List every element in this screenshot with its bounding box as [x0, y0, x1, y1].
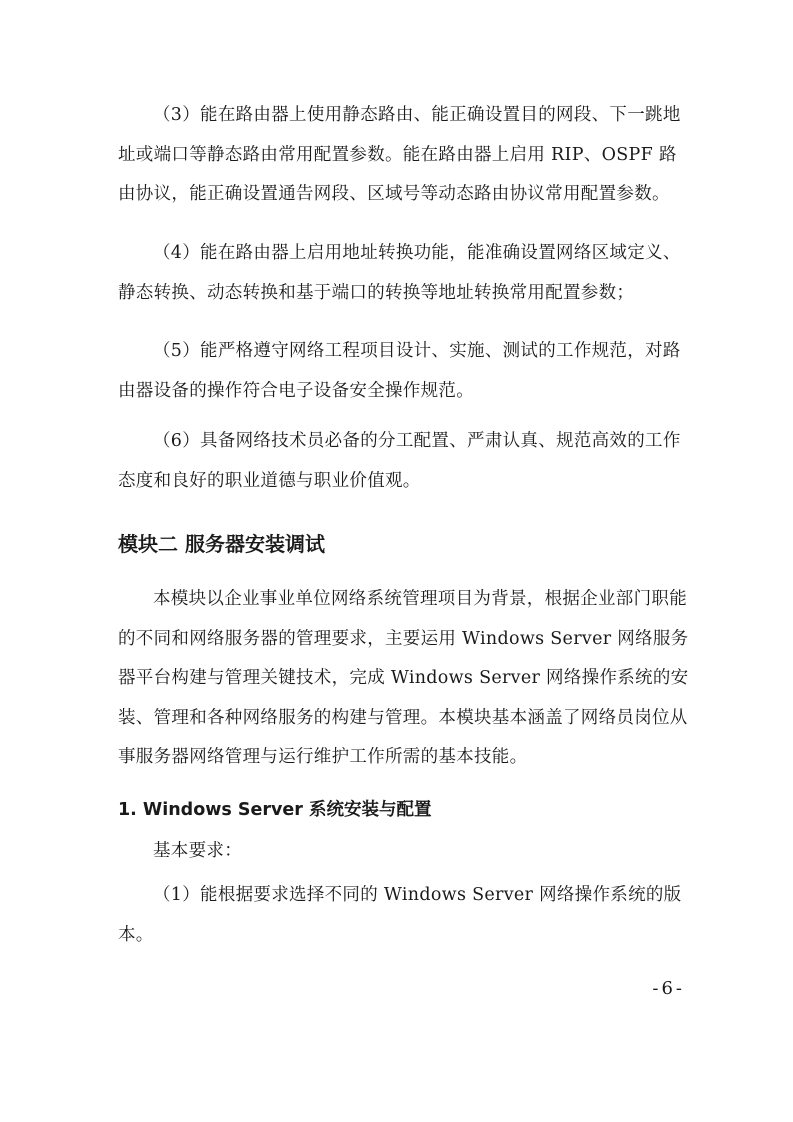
paragraph-req-6: （6）具备网络技术员必备的分工配置、严肃认真、规范高效的工作态度和良好的职业道德与职业价值观。: [118, 431, 681, 491]
section-heading: 1. Windows Server 系统安装与配置: [118, 800, 432, 820]
page-number: -6-: [652, 978, 685, 999]
paragraph-req-4: （4）能在路由器上启用地址转换功能，能准确设置网络区域定义、静态转换、动态转换和基于端口的转换等地址转换常用配置参数；: [118, 243, 681, 303]
paragraph-req-5: （5）能严格遵守网络工程项目设计、实施、测试的工作规范，对路由器设备的操作符合电子设备安全操作规范。: [118, 341, 681, 401]
module-heading: 模块二 服务器安装调试: [118, 532, 325, 556]
basic-requirements-label: 基本要求：: [153, 841, 242, 861]
paragraph-req-3: （3）能在路由器上使用静态路由、能正确设置目的网段、下一跳地址或端口等静态路由常用配置参数。能在路由器上启用 RIP、OSPF 路由协议，能正确设置通告网段、区域号等动态路由协议常用配置参数。: [118, 105, 681, 204]
module-intro-paragraph: 本模块以企业事业单位网络系统管理项目为背景，根据企业部门职能的不同和网络服务器的管理要求，主要运用 Windows Server 网络服务器平台构建与管理关键技术，完成 Windows Server 网络操作系统的安装、管理和各种网络服务的构建与管理。本模块基本涵盖了网络员岗位从事服务器网络管理与运行维护工作所需的基本技能。: [118, 589, 689, 767]
paragraph-req-1: （1）能根据要求选择不同的 Windows Server 网络操作系统的版本。: [118, 885, 682, 945]
